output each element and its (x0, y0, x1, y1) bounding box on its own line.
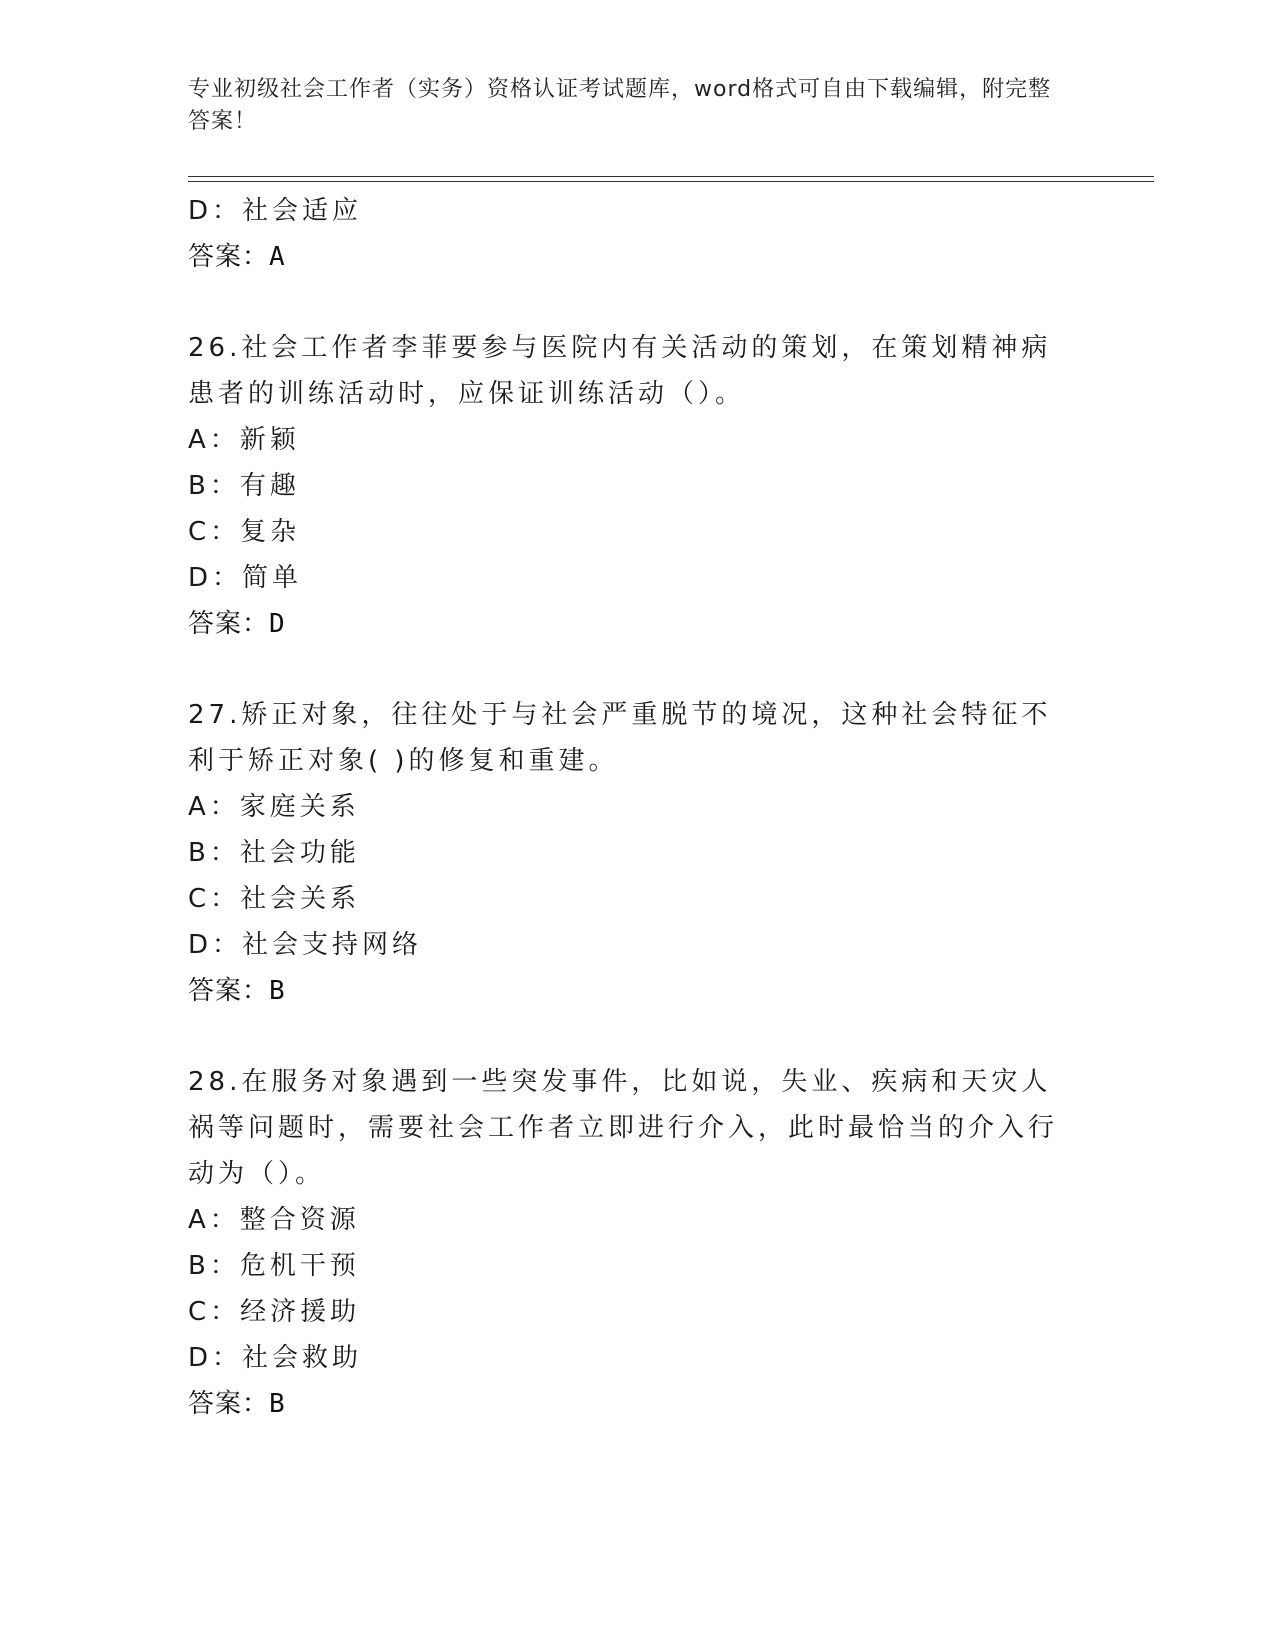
option-d: D：社会适应 (188, 196, 363, 226)
option-d: D：社会支持网络 (188, 930, 423, 960)
answer-label: 答案： (188, 242, 270, 272)
document-body (188, 188, 1068, 1427)
option-a: A：新颖 (188, 425, 300, 455)
option-b: B：社会功能 (188, 838, 360, 868)
answer-line (188, 968, 1068, 1014)
option-b: B：危机干预 (188, 1251, 360, 1281)
answer-label: 答案： (188, 976, 270, 1006)
question-26 (188, 325, 1068, 647)
option-a: A：整合资源 (188, 1205, 360, 1235)
answer-value: A (269, 242, 286, 272)
answer-label: 答案： (188, 1389, 270, 1419)
answer-label: 答案： (188, 609, 270, 639)
answer-value: D (269, 609, 286, 639)
question-stem: 28.在服务对象遇到一些突发事件，比如说，失业、疾病和天灾人祸等问题时，需要社会工作者立即进行介入，此时最恰当的介入行动为（）。 (188, 1067, 1059, 1189)
header-rule-top (188, 176, 1154, 177)
header-rule-bottom (188, 181, 1154, 182)
answer-value: B (269, 1389, 286, 1419)
question-stem: 26.社会工作者李菲要参与医院内有关活动的策划，在策划精神病患者的训练活动时，应保证训练活动（）。 (188, 333, 1052, 409)
option-d: D：社会救助 (188, 1343, 363, 1373)
answer-line (188, 601, 1068, 647)
answer-line (188, 234, 1068, 280)
option-d: D：简单 (188, 563, 303, 593)
option-c: C：社会关系 (188, 884, 361, 914)
option-c: C：经济援助 (188, 1297, 361, 1327)
option-b: B：有趣 (188, 471, 300, 501)
question-27 (188, 692, 1068, 1014)
header-text: 专业初级社会工作者（实务）资格认证考试题库，word格式可自由下载编辑，附完整答案！ (188, 77, 1052, 134)
answer-value: B (269, 976, 286, 1006)
answer-line (188, 1381, 1068, 1427)
carry-over-block (188, 188, 1068, 280)
option-a: A：家庭关系 (188, 792, 360, 822)
option-c: C：复杂 (188, 517, 301, 547)
page-header (188, 74, 1068, 138)
question-stem: 27.矫正对象，往往处于与社会严重脱节的境况，这种社会特征不利于矫正对象( )的修复和重建。 (188, 700, 1052, 776)
question-28 (188, 1059, 1068, 1427)
